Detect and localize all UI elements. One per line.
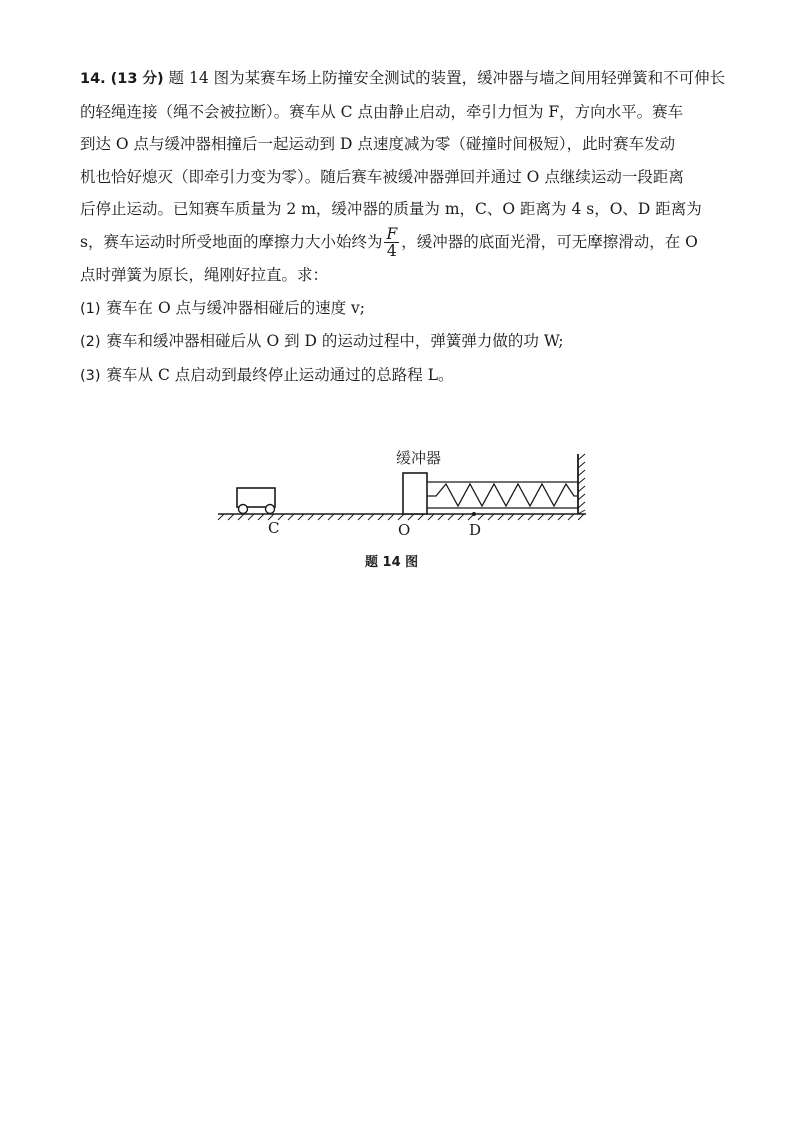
point-d-label: D xyxy=(469,521,482,539)
race-car-wheel-rear xyxy=(239,505,248,514)
stem-line-5: 后停止运动。已知赛车质量为 2 m，缓冲器的质量为 m，C、O 距离为 4 s，O、D 距离为 xyxy=(80,200,702,218)
point-o-label: O xyxy=(398,521,411,539)
sub-question-2-text: 赛车和缓冲器相碰后从 O 到 D 的运动过程中，弹簧弹力做的功 W; xyxy=(106,332,564,350)
buffer-block xyxy=(403,473,427,514)
buffer-label: 缓冲器 xyxy=(396,449,442,467)
sub-question-1 xyxy=(80,292,726,326)
stem-line-4: 机也恰好熄灭（即牵引力变为零）。随后赛车被缓冲器弹回并通过 O 点继续运动一段距离 xyxy=(80,167,684,186)
sub-question-3 xyxy=(80,359,726,393)
stem-line-6-before: s，赛车运动时所受地面的摩擦力大小始终为 xyxy=(80,232,383,251)
question-points: (13 分) xyxy=(110,71,164,87)
sub-question-3-text: 赛车从 C 点启动到最终停止运动通过的总路程 L。 xyxy=(106,365,454,384)
wall-hatching xyxy=(578,454,585,514)
question-number: 14. xyxy=(80,71,106,87)
stem-line-3: 到达 O 点与缓冲器相撞后一起运动到 D 点速度减为零（碰撞时间极短），此时赛车发动 xyxy=(80,135,676,153)
stem-line-1: 题 14 图为某赛车场上防撞安全测试的装置，缓冲器与墙之间用轻弹簧和不可伸长 xyxy=(168,69,726,87)
sub-question-3-label: (3) xyxy=(80,367,101,384)
stem-line-6-after: ，缓冲器的底面光滑，可无摩擦滑动，在 O xyxy=(401,232,698,251)
problem-stem xyxy=(80,62,726,96)
stem-line-7: 点时弹簧为原长，绳刚好拉直。求： xyxy=(80,266,329,284)
sub-question-1-label: (1) xyxy=(80,300,101,317)
spring xyxy=(427,484,578,506)
point-d-marker xyxy=(472,512,476,516)
figure-caption: 题 14 图 xyxy=(365,555,419,570)
sub-question-1-text: 赛车在 O 点与缓冲器相碰后的速度 v; xyxy=(106,298,366,317)
point-c-label: C xyxy=(268,519,280,537)
fraction-denominator: 4 xyxy=(386,242,397,260)
fraction-numerator: F xyxy=(386,225,398,243)
race-car-wheel-front xyxy=(266,505,275,514)
friction-fraction xyxy=(384,226,399,259)
problem-14 xyxy=(80,62,726,392)
stem-line-6 xyxy=(80,226,726,260)
stem-line-2: 的轻绳连接（绳不会被拉断）。赛车从 C 点由静止启动，牵引力恒为 F，方向水平。赛车 xyxy=(80,102,684,121)
sub-question-2 xyxy=(80,325,726,359)
sub-question-2-label: (2) xyxy=(80,334,101,350)
